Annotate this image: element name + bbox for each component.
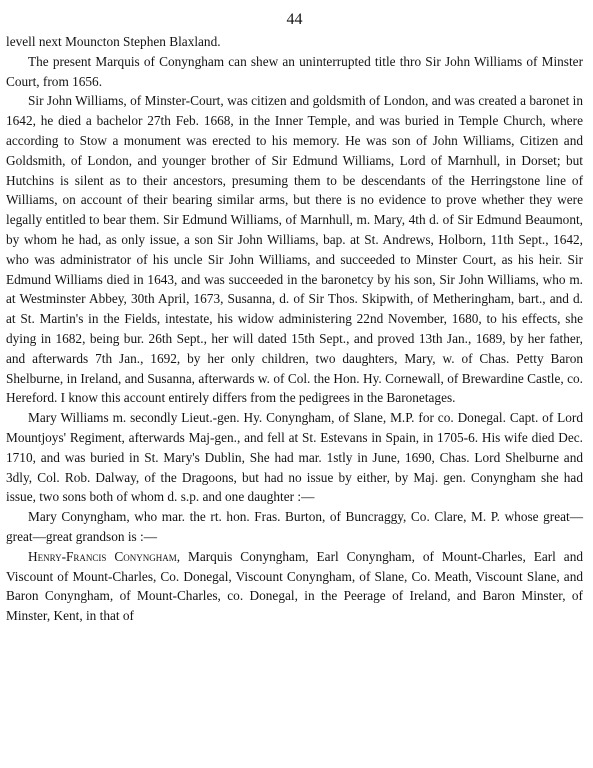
paragraph-marquis-title: The present Marquis of Conyngham can shew an uninterrupted title thro Sir John Williams of Minster Court, from 1656. <box>6 53 583 89</box>
paragraph-henry-francis-text: Marquis Conyngham, Earl Conyngham, of Mount-Charles, Earl and Viscount of Mount-Charles, Co. Donegal, Viscount Conyngham, of Slane, Co. Meath, Viscount Slane, and Baron Conyngham, of Mount-Charles, co. Donegal, in the Peerage of Ireland, and Baron Minster, of Minster, Kent, in that of <box>6 548 583 624</box>
page-number: 44 <box>286 11 303 28</box>
paragraph-sir-john-williams: Sir John Williams, of Minster-Court, was citizen and goldsmith of London, and was created a baronet in 1642, he died a bachelor 27th Feb. 1668, in the Inner Temple, and was buried in Temple Church, where according to Stow a monument was erected to his memory. He was son of John Williams, Citizen and Goldsmith, of London, and younger brother of Sir Edmund Williams, Lord of Marnhull, in Dorset; but Hutchins is silent as to their ancestors, presuming them to be descendants of the Herringstone line of Williams, on account of their bearing similar arms, but there is no evidence to prove whether they were legally entitled to bear them. Sir Edmund Williams, of Marnhull, m. Mary, 4th d. of Sir Edmund Beaumont, by whom he had, as only issue, a son Sir John Williams, bap. at St. Andrews, Holborn, 11th Sept., 1642, who was administrator of his uncle Sir John Williams, and succeeded to Minster Court, as his heir. Sir Edmund Williams died in 1643, and was succeeded in the baronetcy by his son, Sir John Williams, who m. at Westminster Abbey, 30th April, 1673, Susanna, d. of Sir Thos. Skipwith, of Metheringham, bart., and d. at St. Martin's in the Fields, intestate, his widow administering 22nd November, 1680, to his effects, she dying in 1682, being bur. 26th Sept., her will dated 15th Sept., and proved 13th Jan., 1689, by her father, and afterwards 7th Jan., 1692, by her only children, two daughters, Mary, w. of Chas. Petty Baron Shelburne, in Ireland, and Susanna, afterwards w. of Col. the Hon. Hy. Cornewall, of Brewardine Castle, co. Hereford. I know this account entirely differs from the pedigrees in the Baronetages. <box>6 93 583 406</box>
name-lead: Henry-Francis Conyngham, <box>28 548 181 564</box>
paragraph-mary-conyngham: Mary Conyngham, who mar. the rt. hon. Fras. Burton, of Buncraggy, Co. Clare, M. P. whose great—great—great grandson is :— <box>6 509 583 544</box>
paragraph-mary-williams: Mary Williams m. secondly Lieut.-gen. Hy. Conyngham, of Slane, M.P. for co. Donegal. Capt. of Lord Mountjoys' Regiment, afterwards Maj-gen., and fell at St. Estevans in Spain, in 1705-6. His wife died Dec. 1710, and was buried in St. Mary's Dublin, She had mar. 1stly in June, 1690, Chas. Lord Shelburne and 3dly, Col. Rob. Dalway, of the Dragoons, but had no issue by either, by Maj. gen. Conyngham she had issue, two sons both of whom d. s.p. and one daughter :— <box>6 410 583 505</box>
paragraph-henry-francis <box>6 547 583 626</box>
paragraph-continuation: levell next Mouncton Stephen Blaxland. <box>6 34 221 49</box>
